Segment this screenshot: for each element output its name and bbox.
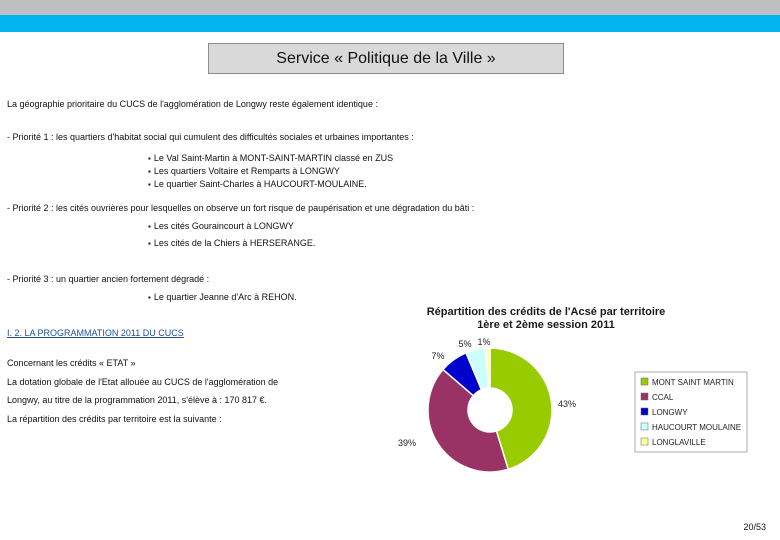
legend-swatch — [641, 423, 648, 430]
priority1-item: ▪ Le Val Saint-Martin à MONT-SAINT-MARTIN classé en ZUS — [148, 153, 393, 164]
legend-swatch — [641, 438, 648, 445]
slice-label: 43% — [557, 399, 577, 409]
dotation-line-2: Longwy, au titre de la programmation 2011, s'élève à : 170 817 €. — [7, 395, 268, 405]
slice-label: 1% — [477, 337, 491, 347]
legend-swatch — [641, 393, 648, 400]
section-link[interactable]: I. 2. LA PROGRAMMATION 2011 DU CUCS — [7, 328, 184, 338]
intro-text: La géographie prioritaire du CUCS de l'agglomération de Longwy reste également identique : — [7, 99, 378, 109]
legend-label: MONT SAINT MARTIN — [652, 378, 734, 387]
legend-label: LONGLAVILLE — [652, 438, 706, 447]
legend-swatch — [641, 378, 648, 385]
slice-label: 39% — [397, 438, 417, 448]
slice-label: 7% — [431, 351, 445, 361]
repartition-text: La répartition des crédits par territoire est la suivante : — [7, 414, 222, 424]
priority1-item: ▪ Le quartier Saint-Charles à HAUCOURT-MOULAINE. — [148, 179, 367, 190]
page-title-text: Service « Politique de la Ville » — [276, 49, 496, 67]
priority1-item: ▪ Les quartiers Voltaire et Remparts à LONGWY — [148, 166, 340, 177]
legend-label: LONGWY — [652, 408, 688, 417]
priority3-item: ▪ Le quartier Jeanne d'Arc à REHON. — [148, 292, 297, 303]
legend-swatch — [641, 408, 648, 415]
legend-label: CCAL — [652, 393, 674, 402]
priority2-text: - Priorité 2 : les cités ouvrières pour lesquelles on observe un fort risque de paupérisation et une dégradation du bâti : — [7, 203, 475, 213]
chart-title-line1: Répartition des crédits de l'Acsé par territoire — [426, 306, 666, 318]
chart-title-line2: 1ère et 2ème session 2011 — [477, 319, 615, 331]
page-number: 20/53 — [743, 522, 766, 532]
priority3-text: - Priorité 3 : un quartier ancien fortement dégradé : — [7, 274, 210, 284]
slice-label: 5% — [458, 339, 472, 349]
priority2-item: ▪ Les cités de la Chiers à HERSERANGE. — [148, 238, 315, 249]
priority1-text: - Priorité 1 : les quartiers d'habitat social qui cumulent des difficultés sociales et urbaines importantes : — [7, 132, 414, 142]
priority2-item: ▪ Les cités Gouraincourt à LONGWY — [148, 221, 294, 232]
credits-label: Concernant les crédits « ETAT » — [7, 358, 136, 368]
dotation-line-1: La dotation globale de l'Etat allouée au CUCS de l'agglomération de — [7, 377, 279, 387]
legend-label: HAUCOURT MOULAINE — [652, 423, 742, 432]
